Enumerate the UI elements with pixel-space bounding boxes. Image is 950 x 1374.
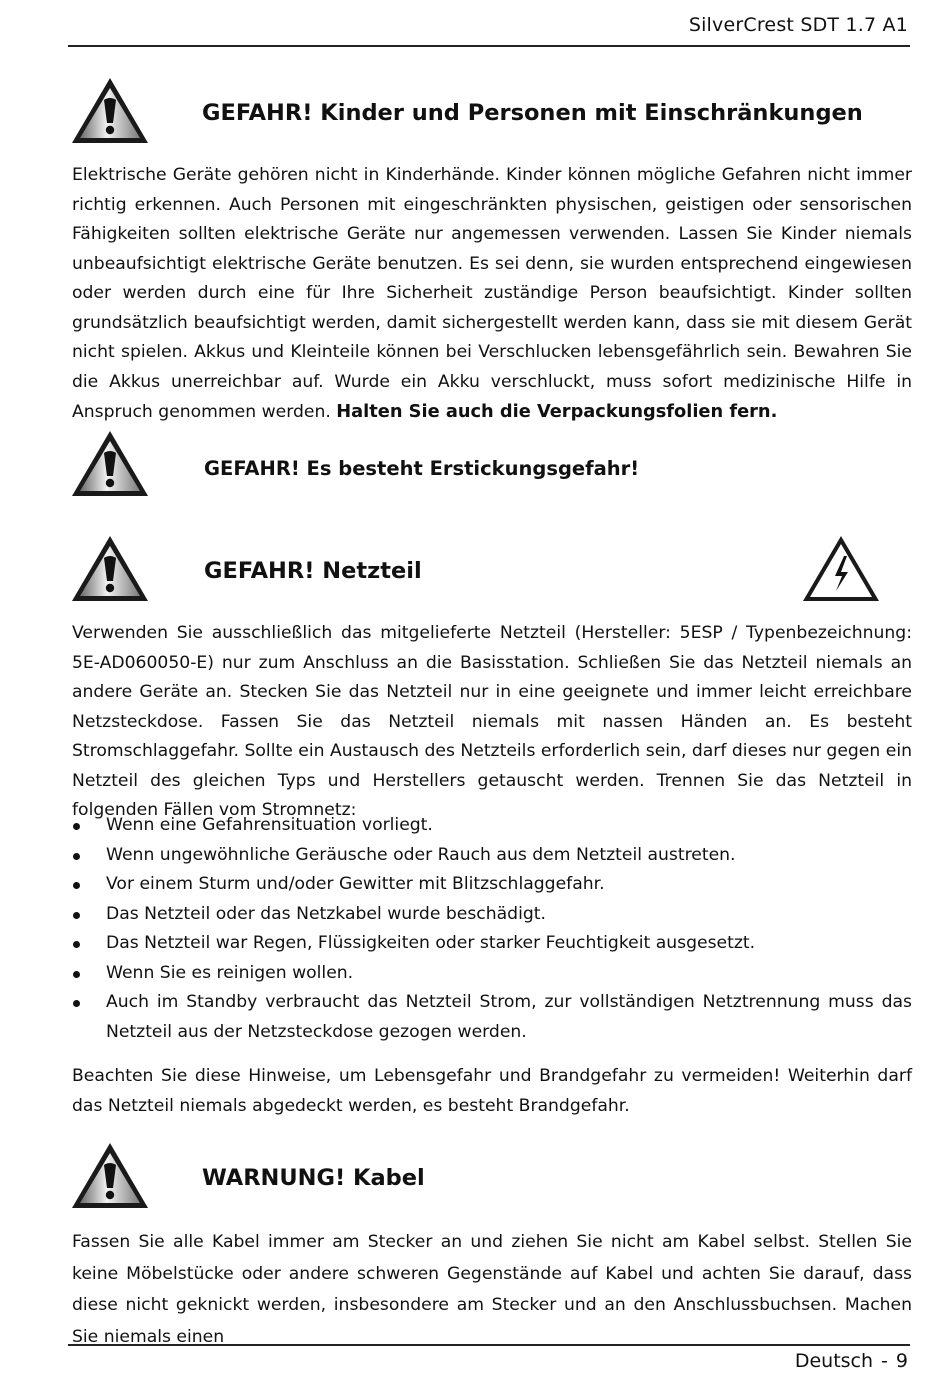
list-item	[72, 811, 912, 841]
paragraph-kinder-bold: Halten Sie auch die Verpackungsfolien fern.	[336, 401, 778, 422]
page-number: 9	[895, 1350, 908, 1372]
bullet-icon	[73, 882, 80, 889]
paragraph-kabel: Fassen Sie alle Kabel immer am Stecker an und ziehen Sie nicht am Kabel selbst. Stellen Sie keine Möbelstücke oder andere schweren Gegenstände auf Kabel und achten Sie darauf, dass diese nicht geknickt werden, insbesondere am Stecker und an den Anschlussbuchsen. Machen Sie niemals einen	[72, 1232, 912, 1347]
list-item-text: Auch im Standby verbraucht das Netzteil Strom, zur vollständigen Netztrennung muss das Netzteil aus der Netzsteckdose gezogen werden.	[106, 992, 912, 1042]
heading-kabel: WARNUNG! Kabel	[202, 1165, 425, 1191]
list-item-text: Wenn eine Gefahrensituation vorliegt.	[106, 815, 433, 835]
heading-netzteil: GEFAHR! Netzteil	[204, 558, 422, 584]
header-rule	[68, 45, 910, 47]
list-item	[72, 841, 912, 871]
warning-triangle-icon	[70, 534, 150, 604]
list-item	[72, 988, 912, 1047]
paragraph-netzteil-closing: Beachten Sie diese Hinweise, um Lebensgefahr und Brandgefahr zu vermeiden! Weiterhin darf das Netzteil niemals abgedeckt werden, es besteht Brandgefahr.	[72, 1066, 912, 1116]
warning-triangle-icon	[70, 76, 150, 146]
list-item-text: Das Netzteil oder das Netzkabel wurde beschädigt.	[106, 903, 546, 924]
footer-separator: -	[881, 1350, 888, 1372]
list-item	[72, 929, 912, 959]
bullet-icon	[73, 823, 80, 830]
list-item	[72, 959, 912, 989]
paragraph-kinder-text: Elektrische Geräte gehören nicht in Kinderhände. Kinder können mögliche Gefahren nicht immer richtig erkennen. Auch Personen mit eingeschränkten physischen, geistigen oder sensorischen Fähigkeiten sollten elektrische Geräte nur angemessen verwenden. Lassen Sie Kinder niemals unbeaufsichtigt elektrische Geräte benutzen. Es sei denn, sie wurden entsprechend eingewiesen oder werden durch eine für Ihre Sicherheit zuständige Person beaufsichtigt. Kinder sollten grundsätzlich beaufsichtigt werden, damit sichergestellt werden kann, dass sie mit diesem Gerät nicht spielen. Akkus und Kleinteile können bei Verschlucken lebensgefährlich sein. Bewahren Sie die Akkus unerreichbar auf. Wurde ein Akku verschluckt, muss sofort medizinische Hilfe in Anspruch genommen werden.	[72, 165, 912, 422]
warning-triangle-icon	[70, 429, 150, 499]
footer-rule	[68, 1344, 910, 1346]
document-header-title: SilverCrest SDT 1.7 A1	[688, 14, 908, 36]
list-item-text: Vor einem Sturm und/oder Gewitter mit Blitzschlaggefahr.	[106, 874, 605, 894]
bullet-icon	[73, 941, 80, 948]
list-item-text: Wenn Sie es reinigen wollen.	[106, 962, 354, 983]
heading-erstickung: GEFAHR! Es besteht Erstickungsgefahr!	[204, 457, 640, 480]
bullet-icon	[73, 1000, 80, 1007]
page-footer	[795, 1350, 908, 1372]
high-voltage-icon	[801, 534, 881, 604]
bullet-icon	[73, 853, 80, 860]
footer-language: Deutsch	[794, 1350, 874, 1372]
netzteil-bullet-list	[72, 811, 912, 1047]
list-item	[72, 870, 912, 900]
heading-kinder: GEFAHR! Kinder und Personen mit Einschränkungen	[202, 100, 863, 126]
list-item-text: Wenn ungewöhnliche Geräusche oder Rauch aus dem Netzteil austreten.	[106, 844, 736, 865]
paragraph-kinder	[72, 161, 912, 428]
bullet-icon	[73, 912, 80, 919]
list-item	[72, 900, 912, 930]
warning-triangle-icon	[70, 1141, 150, 1211]
paragraph-netzteil: Verwenden Sie ausschließlich das mitgelieferte Netzteil (Hersteller: 5ESP / Typenbezeichnung: 5E-AD060050-E) nur zum Anschluss an die Basisstation. Schließen Sie das Netzteil niemals an andere Geräte an. Stecken Sie das Netzteil nur in eine geeignete und immer leicht erreichbare Netzsteckdose. Fassen Sie das Netzteil niemals mit nassen Händen an. Es besteht Stromschlaggefahr. Sollte ein Austausch des Netzteils erforderlich sein, darf dieses nur gegen ein Netzteil des gleichen Typs und Herstellers getauscht werden. Trennen Sie das Netzteil in folgenden Fällen vom Stromnetz:	[72, 623, 912, 820]
bullet-icon	[73, 971, 80, 978]
list-item-text: Das Netzteil war Regen, Flüssigkeiten oder starker Feuchtigkeit ausgesetzt.	[106, 933, 756, 953]
